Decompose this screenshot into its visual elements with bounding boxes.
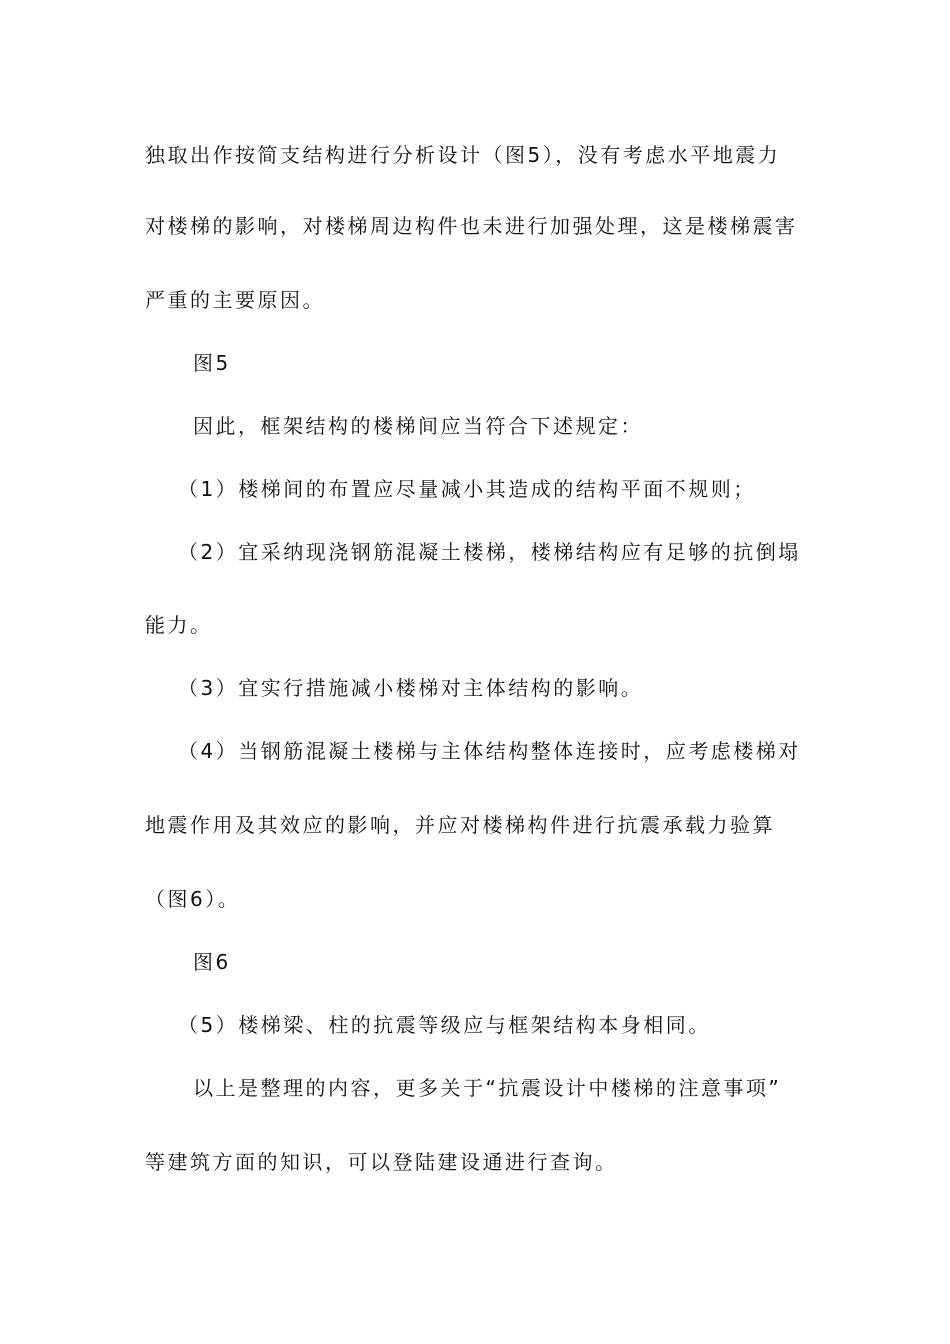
paragraph-line: （图6）。: [145, 887, 241, 911]
list-item-line: （3）宜实行措施减小楼梯对主体结构的影响。: [178, 676, 644, 700]
list-item-line: （4）当钢筋混凝土楼梯与主体结构整体连接时，应考虑楼梯对: [178, 739, 801, 763]
paragraph-line: 独取出作按简支结构进行分析设计（图5），没有考虑水平地震力: [145, 143, 781, 167]
paragraph-line: 严重的主要原因。: [145, 288, 325, 312]
paragraph-line: 对楼梯的影响，对楼梯周边构件也未进行加强处理，这是楼梯震害: [145, 214, 798, 238]
paragraph-line: 以上是整理的内容，更多关于“抗震设计中楼梯的注意事项”: [193, 1076, 782, 1100]
paragraph-line: 能力。: [145, 613, 213, 637]
paragraph-line: 地震作用及其效应的影响，并应对楼梯构件进行抗震承载力验算: [145, 813, 775, 837]
list-item-line: （5）楼梯梁、柱的抗震等级应与框架结构本身相同。: [178, 1013, 711, 1037]
figure-caption: 图6: [193, 950, 231, 974]
paragraph-line: 因此，框架结构的楼梯间应当符合下述规定：: [193, 414, 643, 438]
list-item-line: （1）楼梯间的布置应尽量减小其造成的结构平面不规则；: [178, 477, 756, 501]
figure-caption: 图5: [193, 351, 231, 375]
paragraph-line: 等建筑方面的知识，可以登陆建设通进行查询。: [145, 1150, 618, 1174]
list-item-line: （2）宜采纳现浇钢筋混凝土楼梯，楼梯结构应有足够的抗倒塌: [178, 540, 801, 564]
